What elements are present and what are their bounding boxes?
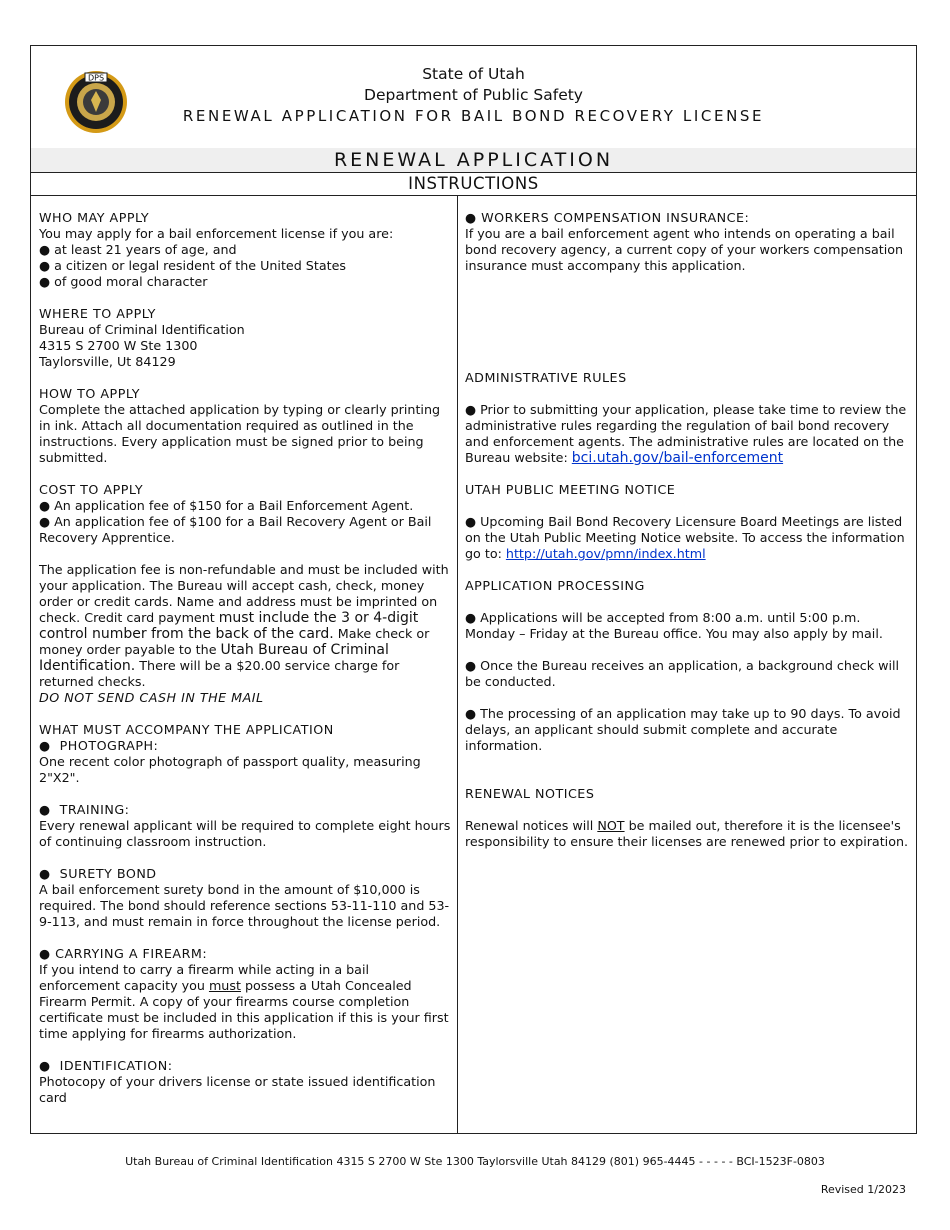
seal-label: DPS — [87, 73, 105, 83]
where-to-apply-heading: WHERE TO APPLY — [39, 306, 156, 321]
renewal-application-bar: RENEWAL APPLICATION — [31, 148, 916, 173]
meeting-notice-text: ● Upcoming Bail Bond Recovery Licensure Board Meetings are listed on the Utah Public Meeting Notice website. To access the information go to: http://utah.gov/pmn/index.html — [465, 514, 905, 561]
admin-rules-heading: ADMINISTRATIVE RULES — [465, 370, 627, 385]
renewal-notices-heading: RENEWAL NOTICES — [465, 786, 595, 801]
instructions-bar: INSTRUCTIONS — [31, 173, 916, 196]
address-line: 4315 S 2700 W Ste 1300 — [39, 338, 198, 353]
column-divider — [457, 196, 458, 1134]
no-cash-notice: DO NOT SEND CASH IN THE MAIL — [39, 690, 264, 705]
who-item: ● at least 21 years of age, and — [39, 242, 237, 257]
cost-item: ● An application fee of $100 for a Bail Recovery Agent or Bail Recovery Apprentice. — [39, 514, 432, 545]
form-frame — [30, 45, 917, 1134]
left-column — [39, 210, 451, 1106]
right-column — [465, 210, 910, 850]
form-title: RENEWAL APPLICATION FOR BAIL BOND RECOVERY LICENSE — [182, 107, 765, 125]
dps-seal-icon — [64, 70, 128, 134]
how-to-apply-text: Complete the attached application by typing or clearly printing in ink. Attach all documentation required as outlined in the instructions. Every application must be signed prior to being submitted. — [39, 402, 441, 465]
firearm-heading: ● CARRYING A FIREARM: — [39, 946, 208, 961]
accompany-heading: WHAT MUST ACCOMPANY THE APPLICATION — [39, 722, 334, 737]
fee-paragraph: The application fee is non-refundable and must be included with your application. The Bureau will accept cash, check, money order or credit cards. Name and address must be imprinted on check. Credit card payment must include the 3 or 4-digit control number from the back of the card. Make check or money order payable to the Utah Bureau of Criminal Identification. There will be a $20.00 service charge for returned checks. — [39, 562, 449, 689]
address-line: Bureau of Criminal Identification — [39, 322, 245, 337]
meeting-notice-link[interactable]: http://utah.gov/pmn/index.html — [505, 546, 706, 561]
processing-heading: APPLICATION PROCESSING — [465, 578, 645, 593]
who-item: ● of good moral character — [39, 274, 208, 289]
photograph-heading: ● PHOTOGRAPH: — [39, 738, 159, 753]
meeting-notice-heading: UTAH PUBLIC MEETING NOTICE — [465, 482, 676, 497]
photograph-text: One recent color photograph of passport quality, measuring 2"X2". — [39, 754, 421, 785]
cost-item: ● An application fee of $150 for a Bail Enforcement Agent. — [39, 498, 414, 513]
firearm-text: If you intend to carry a firearm while acting in a bail enforcement capacity you must possess a Utah Concealed Firearm Permit. A copy of your firearms course completion certificate must be included in this application if this is your first time applying for firearms authorization. — [39, 962, 449, 1041]
processing-item: ● Applications will be accepted from 8:00 a.m. until 5:00 p.m. Monday – Friday at the Bureau office. You may also apply by mail. — [465, 610, 883, 641]
renewal-notices-text: Renewal notices will NOT be mailed out, therefore it is the licensee's responsibility to ensure their licenses are renewed prior to expiration. — [465, 818, 909, 849]
cost-heading: COST TO APPLY — [39, 482, 144, 497]
identification-heading: ● IDENTIFICATION: — [39, 1058, 173, 1073]
header-titles — [121, 64, 826, 127]
admin-rules-text: ● Prior to submitting your application, please take time to review the administrative rules regarding the regulation of bail bond recovery and enforcement agents. The administrative rules are located on the Bureau website: bci.utah.gov/bail-enforcement — [465, 402, 907, 466]
training-text: Every renewal applicant will be required to complete eight hours of continuing classroom instruction. — [39, 818, 451, 849]
processing-item: ● The processing of an application may take up to 90 days. To avoid delays, an applicant should submit complete and accurate information. — [465, 706, 901, 753]
form-header — [31, 46, 916, 149]
training-heading: ● TRAINING: — [39, 802, 130, 817]
how-to-apply-heading: HOW TO APPLY — [39, 386, 140, 401]
address-line: Taylorsville, Ut 84129 — [39, 354, 176, 369]
surety-heading: ● SURETY BOND — [39, 866, 157, 881]
footer-address: Utah Bureau of Criminal Identification 4315 S 2700 W Ste 1300 Taylorsville Utah 84129 (801) 965-4445 - - - - - BCI-1523F-0803 — [125, 1155, 825, 1168]
processing-item: ● Once the Bureau receives an application, a background check will be conducted. — [465, 658, 900, 689]
revision-date: Revised 1/2023 — [820, 1183, 906, 1196]
workers-comp-text: If you are a bail enforcement agent who intends on operating a bail bond recovery agency, a current copy of your workers compensation insurance must accompany this application. — [465, 226, 904, 273]
workers-comp-heading: ● WORKERS COMPENSATION INSURANCE: — [465, 210, 750, 225]
who-item: ● a citizen or legal resident of the United States — [39, 258, 347, 273]
admin-rules-link[interactable]: bci.utah.gov/bail-enforcement — [571, 450, 784, 466]
department-title: Department of Public Safety — [364, 86, 583, 104]
surety-text: A bail enforcement surety bond in the amount of $10,000 is required. The bond should reference sections 53-11-110 and 53-9-113, and must remain in force throughout the license period. — [39, 882, 450, 929]
state-title: State of Utah — [422, 65, 525, 83]
who-intro: You may apply for a bail enforcement license if you are: — [39, 226, 394, 241]
who-may-apply-heading: WHO MAY APPLY — [39, 210, 150, 225]
identification-text: Photocopy of your drivers license or state issued identification card — [39, 1074, 436, 1105]
